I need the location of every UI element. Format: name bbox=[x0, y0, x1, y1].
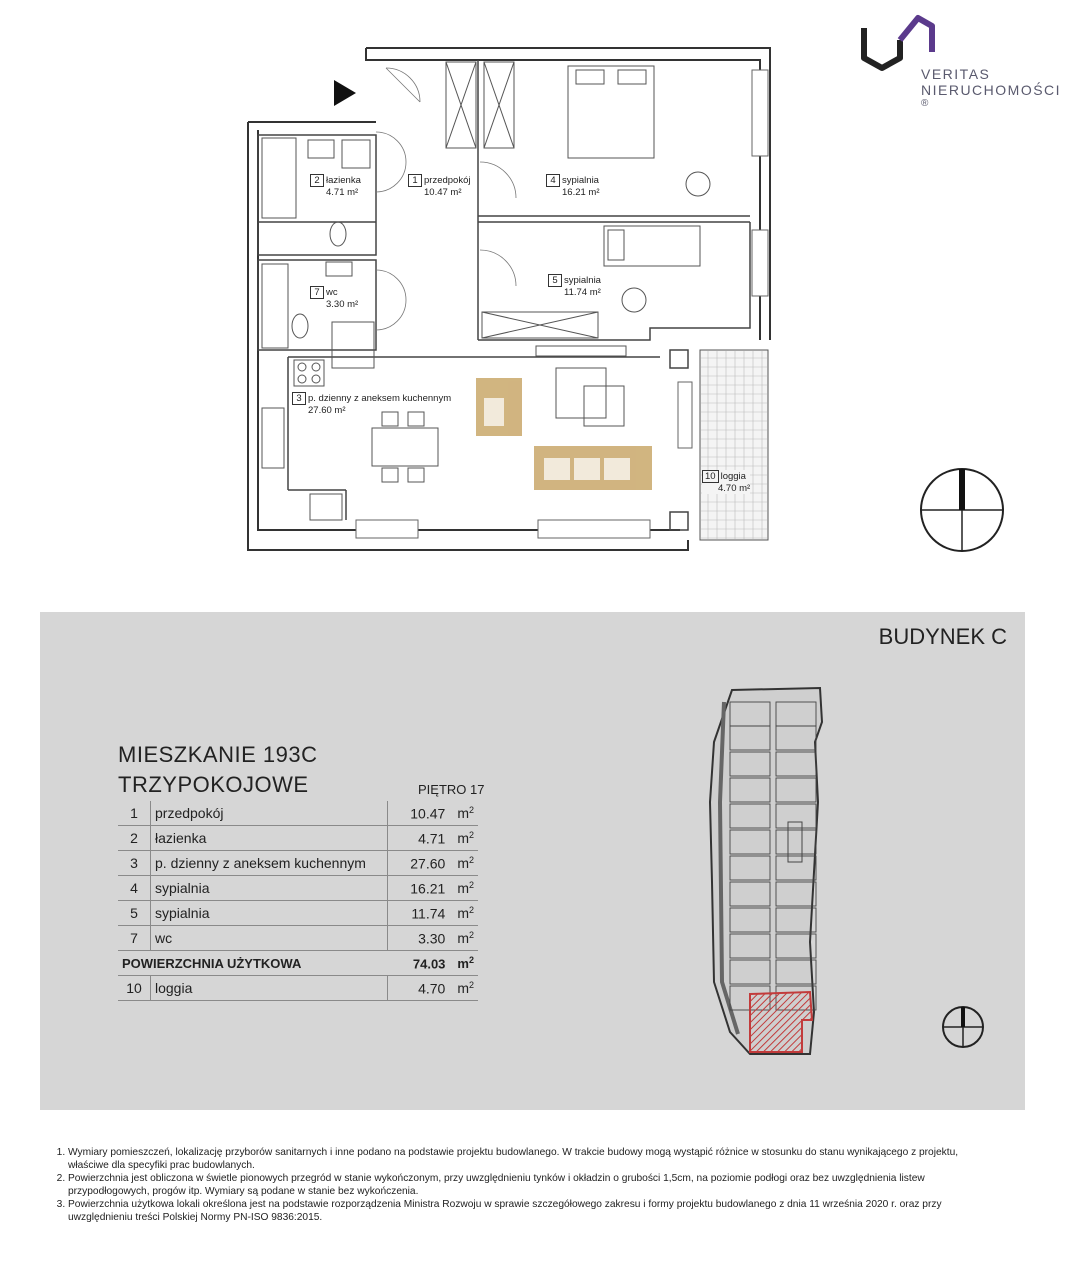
loggia-number-text: 10 bbox=[126, 980, 142, 996]
table-row bbox=[118, 876, 478, 901]
brand-line2: NIERUCHOMOŚCI ® bbox=[921, 82, 1062, 109]
room-name-text: wc bbox=[155, 930, 173, 946]
loggia-area bbox=[388, 976, 479, 1001]
unit-m: m bbox=[457, 855, 469, 872]
room-number-text: 2 bbox=[130, 830, 138, 846]
room-name-text: sypialnia bbox=[155, 880, 210, 896]
unit-m: m bbox=[457, 905, 469, 922]
room-area-text: 27.60 bbox=[410, 855, 446, 872]
total-label-text: POWIERZCHNIA UŻYTKOWA bbox=[122, 955, 302, 971]
loggia-area-text: 4.70 bbox=[418, 980, 446, 997]
unit-m: m bbox=[457, 956, 469, 972]
footnote-2: 2. Powierzchnia jest obliczona w świetle pionowych przegród w stanie wykończonym, przy uwzględnieniu tynków i okładzin o grubości 1,5cm, na poziomie podłogi oraz bez uwzględnienia listew przypodłogowych, progów itp. Wymiary są podane w stanie bez wykończenia. bbox=[68, 1172, 1000, 1198]
total-area bbox=[388, 951, 479, 976]
room-name bbox=[151, 901, 388, 926]
plan-label-room-2: 2 łazienka 4.71 m² bbox=[310, 174, 361, 198]
plan-label-room-3: 3 p. dzienny z aneksem kuchennym 27.60 m² bbox=[292, 392, 451, 416]
room-name bbox=[151, 876, 388, 901]
unit-m: m bbox=[457, 805, 469, 822]
footnote-1: 1. Wymiary pomieszczeń, lokalizację przyborów sanitarnych i inne podano na podstawie projektu budowlanego. W trakcie budowy mogą wystąpić różnice w stosunku do stanu wynikającego z projektu, właściwe dla specyfiki prac budowlanych. bbox=[68, 1146, 1000, 1172]
room-table bbox=[118, 801, 478, 1001]
total-row bbox=[118, 951, 478, 976]
room-name-text: przedpokój bbox=[155, 805, 224, 821]
building-name: BUDYNEK C bbox=[878, 624, 1007, 649]
room-number bbox=[118, 901, 151, 926]
unit-m: m bbox=[457, 830, 469, 847]
loggia-name bbox=[151, 976, 388, 1001]
plan-label-room-7: 7 wc 3.30 m² bbox=[310, 286, 358, 310]
footnote-3: 3. Powierzchnia użytkowa lokali określona jest na podstawie rozporządzenia Ministra Rozwoju w sprawie szczegółowego zakresu i formy projektu budowlanego z dnia 11 września 2020 r. oraz przy uwzględnieniu treści Polskiej Normy PN-ISO 9836:2015. bbox=[68, 1198, 1000, 1224]
unit-m: m bbox=[457, 930, 469, 947]
unit-exp: 2 bbox=[468, 904, 474, 915]
unit-exp: 2 bbox=[468, 829, 474, 840]
plan-label-room-1: 1 przedpokój 10.47 m² bbox=[408, 174, 470, 198]
room-number bbox=[118, 926, 151, 951]
room-number-text: 3 bbox=[130, 855, 138, 871]
room-area bbox=[388, 851, 479, 876]
room-area-text: 10.47 bbox=[410, 805, 446, 822]
room-name bbox=[151, 851, 388, 876]
room-area-text: 4.71 bbox=[418, 830, 446, 847]
room-area bbox=[388, 876, 479, 901]
room-name bbox=[151, 801, 388, 826]
room-area-text: 16.21 bbox=[410, 880, 446, 897]
room-number-text: 7 bbox=[130, 930, 138, 946]
room-number bbox=[118, 851, 151, 876]
plan-label-room-4: 4 sypialnia 16.21 m² bbox=[546, 174, 600, 198]
unit-exp: 2 bbox=[468, 954, 474, 965]
unit-m: m bbox=[457, 980, 469, 997]
table-row bbox=[118, 851, 478, 876]
room-name-text: łazienka bbox=[155, 830, 207, 846]
unit-m: m bbox=[457, 880, 469, 897]
entrance-arrow-icon bbox=[334, 80, 356, 106]
room-number bbox=[118, 826, 151, 851]
room-area bbox=[388, 901, 479, 926]
unit-exp: 2 bbox=[468, 804, 474, 815]
room-name-text: p. dzienny z aneksem kuchennym bbox=[155, 855, 366, 871]
building-key-plan bbox=[680, 682, 870, 1062]
room-number bbox=[118, 876, 151, 901]
room-area bbox=[388, 826, 479, 851]
loggia-number bbox=[118, 976, 151, 1001]
plan-label-room-5: 5 sypialnia 11.74 m² bbox=[548, 274, 601, 298]
plan-label-room-10: 10 loggia 4.70 m² bbox=[702, 470, 750, 494]
unit-exp: 2 bbox=[468, 929, 474, 940]
apartment-highlight bbox=[750, 992, 812, 1052]
unit-exp: 2 bbox=[468, 979, 474, 990]
table-row bbox=[118, 976, 478, 1001]
table-row bbox=[118, 901, 478, 926]
unit-exp: 2 bbox=[468, 854, 474, 865]
loggia-name-text: loggia bbox=[155, 980, 193, 996]
room-area-text: 11.74 bbox=[411, 905, 446, 922]
room-number-text: 4 bbox=[130, 880, 138, 896]
apartment-number: MIESZKANIE 193C bbox=[118, 742, 318, 767]
table-row bbox=[118, 801, 478, 826]
floor-number: PIĘTRO 17 bbox=[418, 782, 485, 797]
room-area bbox=[388, 926, 479, 951]
room-area-text: 3.30 bbox=[418, 930, 446, 947]
footnotes bbox=[50, 1146, 1000, 1224]
total-label bbox=[118, 951, 388, 976]
room-number-text: 1 bbox=[130, 805, 138, 821]
brand-line1: VERITAS bbox=[921, 66, 991, 82]
info-panel bbox=[40, 612, 1025, 1110]
room-name bbox=[151, 826, 388, 851]
room-number-text: 5 bbox=[130, 905, 138, 921]
table-row bbox=[118, 826, 478, 851]
loggia-grid bbox=[700, 350, 768, 540]
apartment-type: TRZYPOKOJOWE bbox=[118, 772, 309, 797]
room-name-text: sypialnia bbox=[155, 905, 210, 921]
floor-plan bbox=[0, 0, 1065, 612]
room-number bbox=[118, 801, 151, 826]
compass-icon bbox=[921, 469, 1003, 551]
veritas-logo-icon bbox=[864, 18, 932, 68]
total-area-text: 74.03 bbox=[412, 956, 446, 972]
compass-small-icon bbox=[940, 1004, 986, 1050]
room-area bbox=[388, 801, 479, 826]
room-name bbox=[151, 926, 388, 951]
table-row bbox=[118, 926, 478, 951]
unit-exp: 2 bbox=[468, 879, 474, 890]
